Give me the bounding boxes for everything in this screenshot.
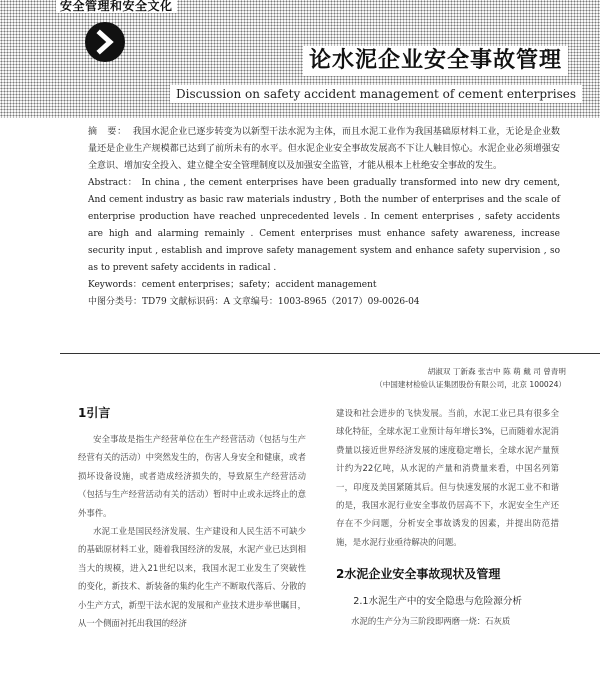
- author-block: [375, 365, 566, 391]
- keywords-text: cement enterprises；safety；accident management: [141, 280, 377, 290]
- paragraph: 建设和社会进步的飞快发展。当前，水泥工业已具有很多全球化特征，全球水泥工业预计每年增长3%，已而随着水泥消费量以接近世界经济发展的速度稳定增长，全球水泥产量预计约为22亿吨，从水泥的产量和消费量来看，中国名列第一，印度及美国紧随其后。但与快速发展的水泥工业不和谐的是，我国水泥行业安全事故仍居高不下，水泥安全生产还存在不少问题，分析安全事故诱发的因素，并提出防范措施，是水泥行业亟待解决的问题。: [336, 408, 559, 547]
- author-names: 胡淑双 丁新森 张吉中 陈 萌 戴 司 曾青明: [427, 367, 566, 376]
- header-banner: [0, 0, 600, 118]
- abstract-cn-text: 我国水泥企业已逐步转变为以新型干法水泥为主体，而且水泥工业作为我国基础原材料工业，无论是企业数量还是企业生产规模都已达到了前所未有的水平。但水泥企业安全事故发展高不下让人触目惊心。水泥企业必须增强安全意识、增加安全投入、建立健全安全管理制度以及加强安全监管，才能从根本上杜绝安全事故的发生。: [88, 127, 560, 171]
- subsection-heading: 2.1水泥生产中的安全隐患与危险源分析: [353, 596, 523, 608]
- paragraph: 水泥的生产分为三阶段即两磨一烧：石灰质: [351, 615, 511, 626]
- abstract-cn: [88, 124, 560, 175]
- section-heading-status: 2水泥企业安全事故现状及管理: [336, 567, 501, 582]
- keywords-label: Keywords：: [88, 280, 142, 290]
- abstract-en-text: In china , the cement enterprises have been gradually transformed into new dry cement, And cement industry as basic raw materials industry , Both the number of enterprises and the scale of enterprise production have reached unprecedented levels . In cement enterprises , safety accidents are high and alarming remainly . Cement enterprises must enhance safety awareness, increase security input , establish and improve safety management system and enhance safety supervision , so as to prevent safety accidents in radical .: [88, 178, 560, 273]
- keywords: [88, 277, 560, 294]
- author-affiliation: （中国建材检验认证集团股份有限公司，北京 100024）: [375, 380, 566, 389]
- abstract-en-label: Abstract：: [88, 178, 138, 188]
- column-label: 安全管理和安全文化: [56, 0, 177, 13]
- article-title: 论水泥企业安全事故管理: [303, 46, 568, 76]
- paragraph: 水泥工业是国民经济发展、生产建设和人民生活不可缺少的基础原材料工业，随着我国经济的发展，水泥产业已达到相当大的规模，进入21世纪以来，我国水泥工业发生了突破性的变化，新技术、新装备的集约化生产不断取代落后、分散的小生产方式，新型干法水泥的发展和产业技术进步举世瞩目，从一个侧面衬托出我国的经济: [78, 526, 306, 629]
- article-subtitle: Discussion on safety accident management of cement enterprises: [170, 85, 582, 103]
- abstract-cn-label: 摘 要：: [88, 127, 127, 137]
- chevron-right-icon: [92, 29, 118, 55]
- abstract-en: [88, 175, 560, 277]
- section-divider: [60, 353, 600, 354]
- left-column: [78, 404, 306, 632]
- classification-line: 中图分类号：TD79 文献标识码：A 文章编号：1003-8965（2017）09-0026-04: [88, 297, 420, 307]
- abstract-section: [88, 124, 560, 311]
- section-heading-intro: 1引言: [78, 406, 111, 420]
- paragraph: 安全事故是指生产经营单位在生产经营活动（包括与生产经营有关的活动）中突然发生的，伤害人身安全和健康，或者损坏设备设施，或者造成经济损失的，导致原生产经营活动（包括与生产经营活动有关的活动）暂时中止或永远终止的意外事件。: [78, 434, 306, 518]
- right-column: [336, 404, 559, 630]
- arrow-badge: [85, 22, 125, 62]
